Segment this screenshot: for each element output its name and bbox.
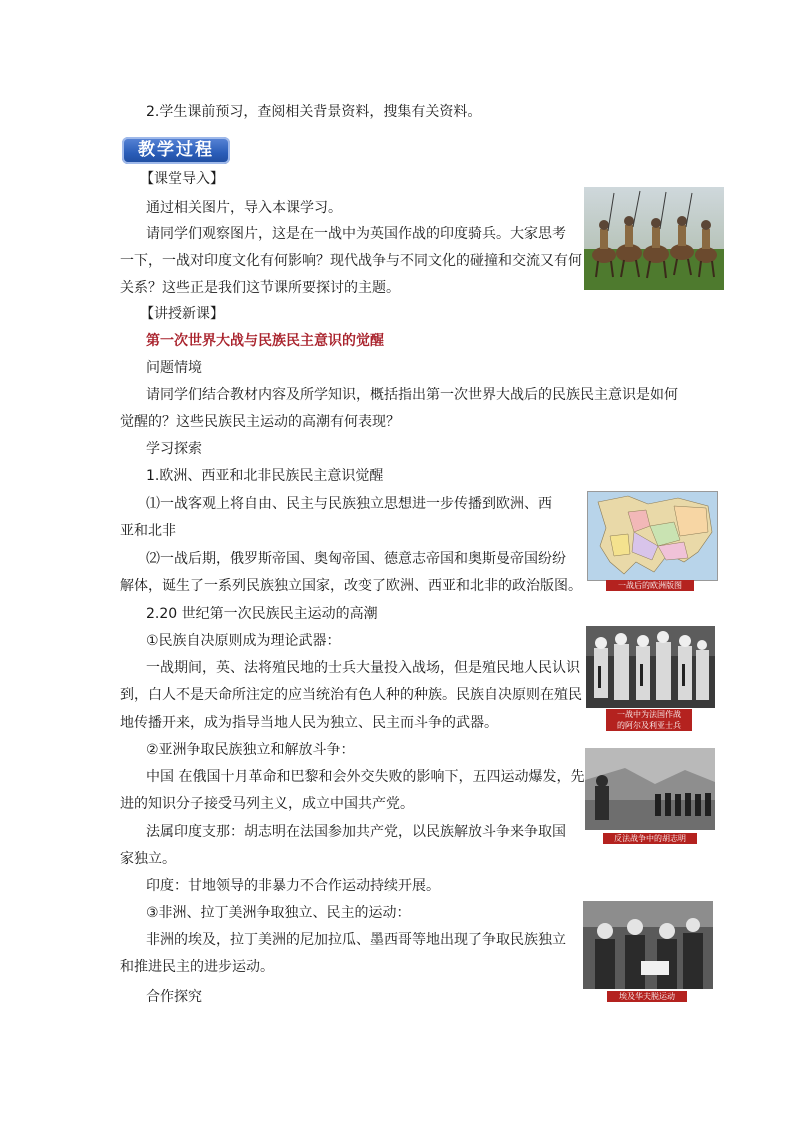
algerian-soldiers-photo [586,626,715,708]
section-2a-title: ①民族自决原则成为理论武器： [146,633,341,649]
section-2-title: 2.20 世纪第一次民族民主运动的高潮 [146,606,378,622]
algerian-soldiers-caption [606,709,692,731]
section-2a-line-1: 一战期间，英、法将殖民地的士兵大量投入战场，但是殖民地人民认识 [146,660,580,676]
section-2c-title: ③非洲、拉丁美洲争取独立、民主的运动： [146,905,411,921]
topic-title: 第一次世界大战与民族民主意识的觉醒 [146,333,384,349]
explore-label: 学习探索 [146,441,202,457]
egypt-wafd-caption: 埃及华夫脱运动 [607,991,687,1002]
section-2c-line-1: 非洲的埃及，拉丁美洲的尼加拉瓜、墨西哥等地出现了争取民族独立 [146,932,566,948]
intro-paragraph-2-line-3: 关系？这些正是我们这节课所要探讨的主题。 [120,280,400,296]
situation-label: 问题情境 [146,360,202,376]
egypt-wafd-photo [583,901,713,989]
section-1-point-2-line-2: 解体，诞生了一系列民族独立国家，改变了欧洲、西亚和北非的政治版图。 [120,578,582,594]
indian-cavalry-photo [584,187,724,290]
europe-map-caption: 一战后的欧洲版图 [606,580,694,591]
situation-line-2: 觉醒的？这些民族民主运动的高潮有何表现？ [120,414,400,430]
ho-chi-minh-caption: 反法战争中的胡志明 [603,833,697,844]
intro-paragraph-2-line-2: 一下，一战对印度文化有何影响？现代战争与不同文化的碰撞和交流又有何 [120,253,582,269]
section-2b-line-3: 法属印度支那：胡志明在法国参加共产党，以民族解放斗争来争取国 [146,824,566,840]
section-1-point-2-line-1: ⑵一战后期，俄罗斯帝国、奥匈帝国、德意志帝国和奥斯曼帝国纷纷 [146,551,566,567]
section-1-title: 1.欧洲、西亚和北非民族民主意识觉醒 [146,468,384,484]
algerian-soldiers-caption-line-1: 一战中为法国作战 [617,710,681,719]
section-1-point-1-line-2: 亚和北非 [120,523,176,539]
intro-paragraph-2-line-1: 请同学们观察图片，这是在一战中为英国作战的印度骑兵。大家思考 [146,226,566,242]
section-2b-line-4: 家独立。 [120,851,176,867]
section-2a-line-3: 地传播开来，成为指导当地人民为独立、民主而斗争的武器。 [120,715,498,731]
intro-label: 【课堂导入】 [140,171,224,187]
algerian-soldiers-caption-line-2: 的阿尔及利亚士兵 [617,721,681,730]
situation-line-1: 请同学们结合教材内容及所学知识，概括指出第一次世界大战后的民族民主意识是如何 [146,387,678,403]
section-2b-title: ②亚洲争取民族独立和解放斗争： [146,742,355,758]
new-lesson-label: 【讲授新课】 [140,306,224,322]
section-2a-line-2: 到，白人不是天命所注定的应当统治有色人种的种族。民族自决原则在殖民 [120,687,582,703]
ho-chi-minh-photo [585,748,715,830]
section-1-point-1-line-1: ⑴一战客观上将自由、民主与民族独立思想进一步传播到欧洲、西 [146,496,552,512]
intro-paragraph-1: 通过相关图片，导入本课学习。 [146,200,342,216]
section-2c-line-2: 和推进民主的进步运动。 [120,959,274,975]
prep-item: 2.学生课前预习，查阅相关背景资料，搜集有关资料。 [146,104,482,120]
coop-label: 合作探究 [146,989,202,1005]
section-badge: 教学过程 [122,137,230,164]
europe-map-image [587,491,718,581]
section-2b-line-2: 进的知识分子接受马列主义，成立中国共产党。 [120,796,414,812]
section-2b-line-1: 中国 在俄国十月革命和巴黎和会外交失败的影响下，五四运动爆发，先 [146,769,585,785]
section-2b-line-5: 印度：甘地领导的非暴力不合作运动持续开展。 [146,878,440,894]
